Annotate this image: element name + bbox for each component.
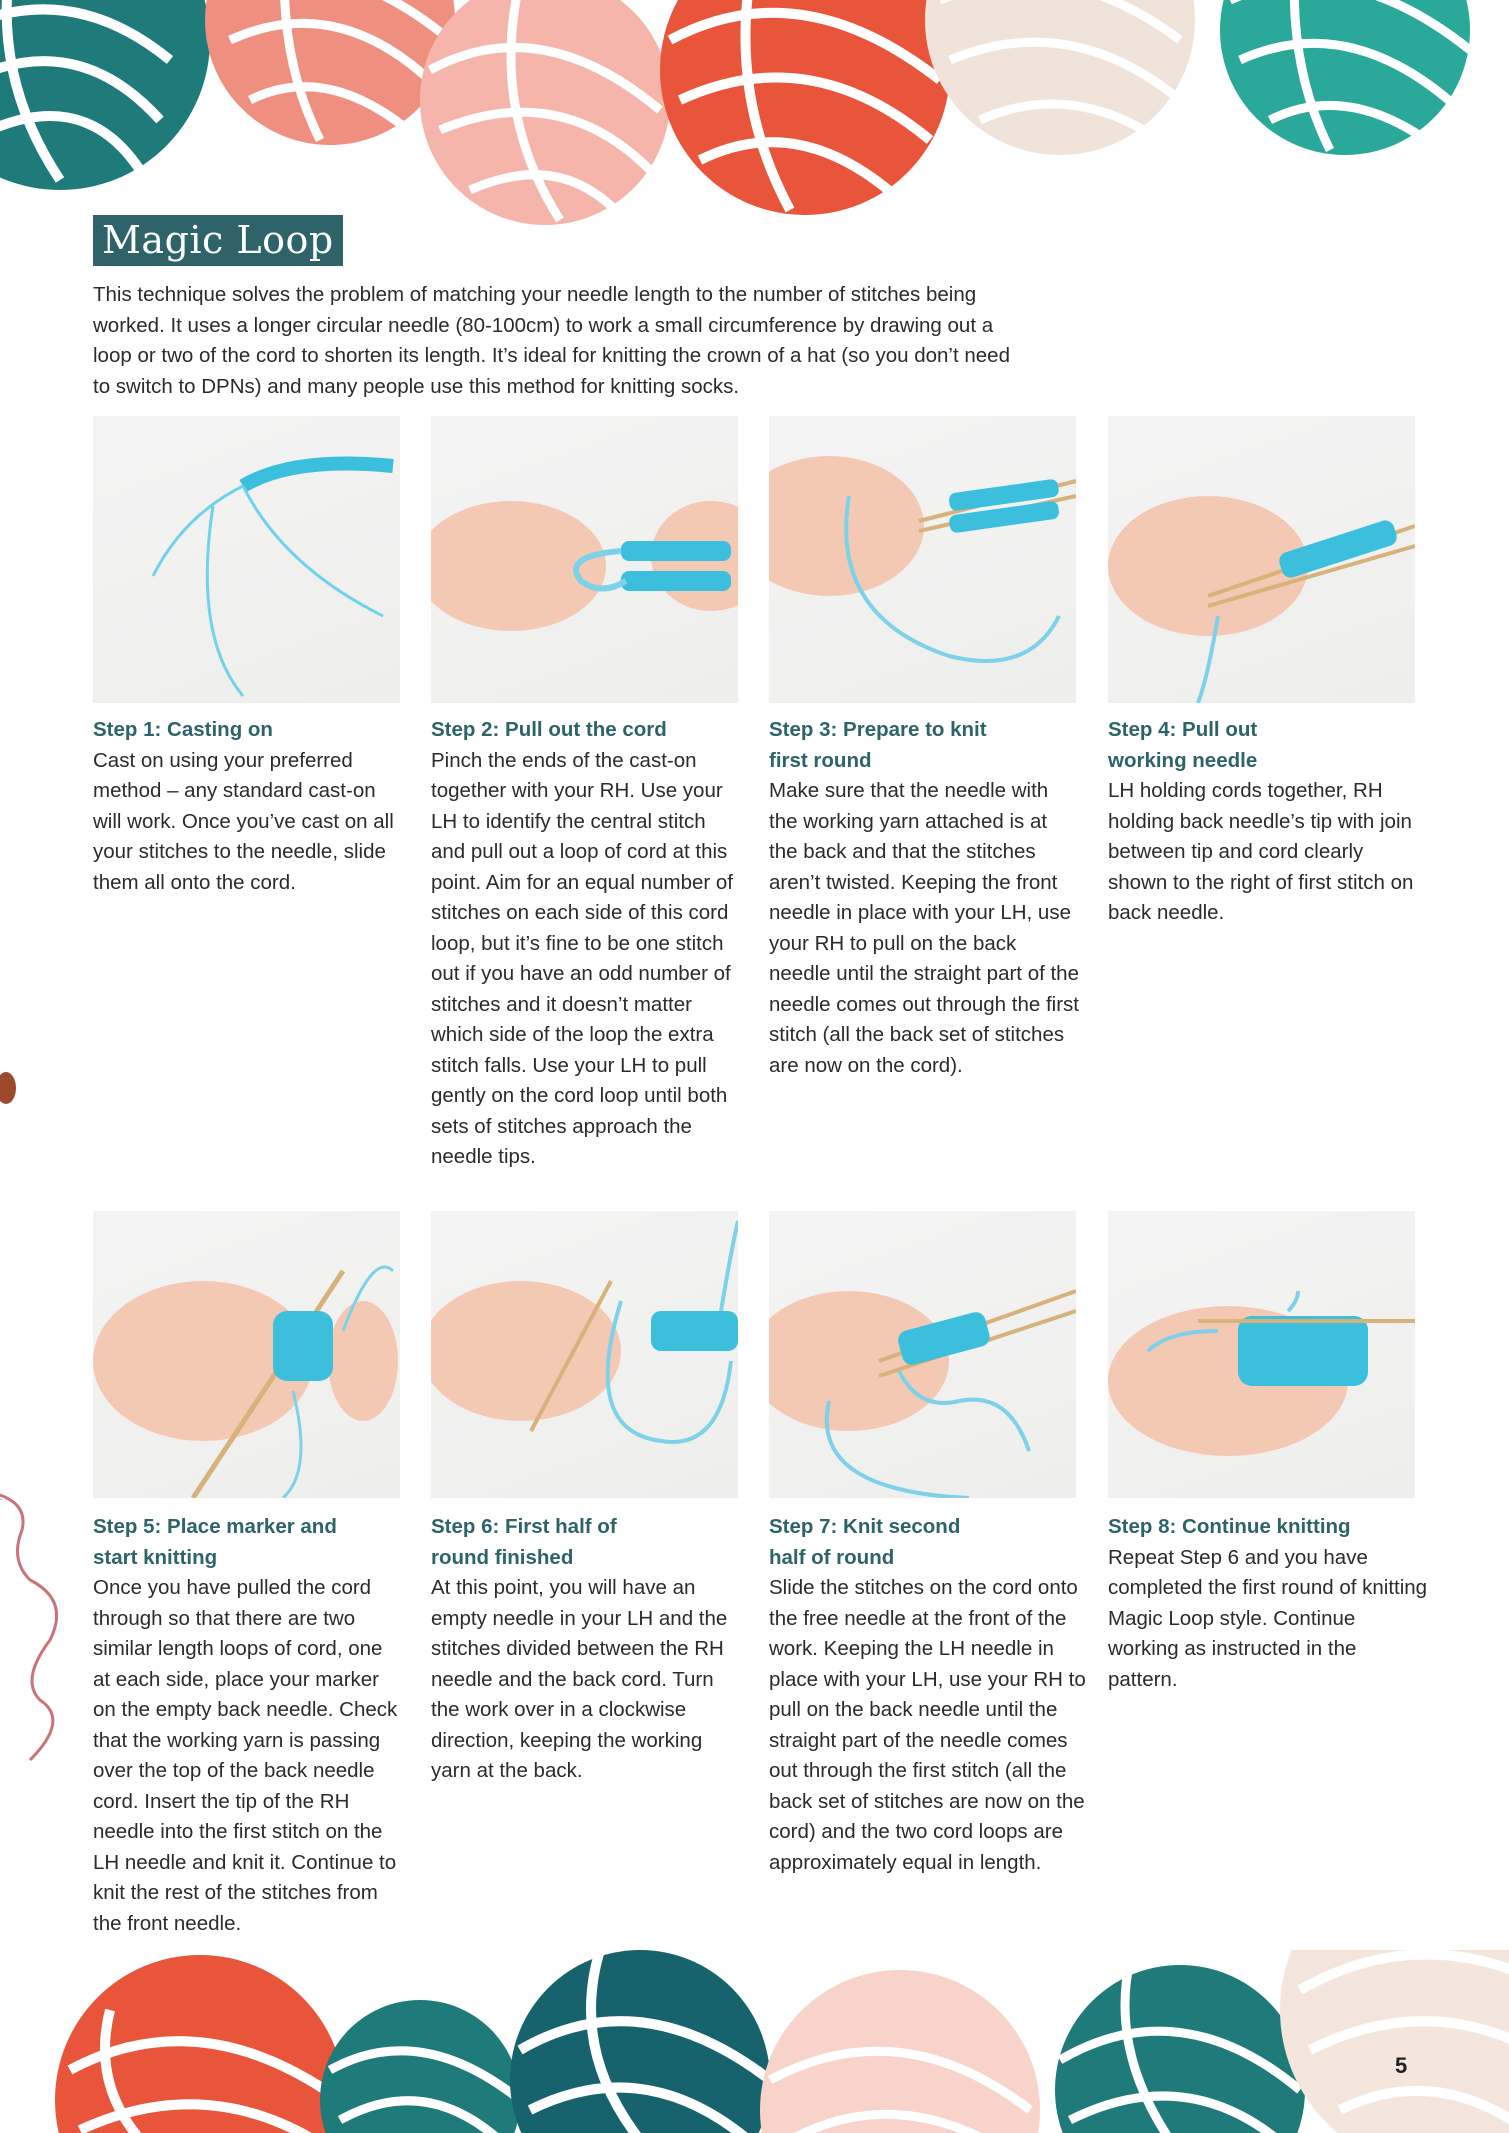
step-6-body: At this point, you will have an empty needle in your LH and the stitches divided between the RH needle and the back cord. Turn the work over in a clockwise direction, keeping the working yarn at the back. <box>431 1576 728 1782</box>
step-5 <box>93 1512 405 1939</box>
yarn-ball-teal-icon <box>1055 1960 1305 2133</box>
step-4-photo <box>1108 416 1415 703</box>
step-4 <box>1108 715 1428 929</box>
step-7 <box>769 1512 1087 1878</box>
step-6-photo <box>431 1211 738 1498</box>
yarn-ball-light-pink-icon <box>760 1970 1040 2133</box>
step-6-heading: Step 6: First half of round finished <box>431 1515 617 1569</box>
step-5-body: Once you have pulled the cord through so that there are two similar length loops of cord, one at each side, place your marker on the empty back needle. Check that the working yarn is passing over the top of the back needle cord. Insert the tip of the RH needle into the first stitch on the LH needle and knit it. Continue to knit the rest of the stitches from the front needle. <box>93 1576 398 1935</box>
yarn-ball-dark-teal-icon <box>510 1950 770 2133</box>
step-4-body: LH holding cords together, RH holding back needle’s tip with join between tip and cord clearly shown to the right of first stitch on back needle. <box>1108 779 1414 924</box>
step-3 <box>769 715 1081 1081</box>
step-8-photo <box>1108 1211 1415 1498</box>
step-1-photo <box>93 416 400 703</box>
step-7-body: Slide the stitches on the cord onto the free needle at the front of the work. Keeping the LH needle in place with your LH, use your RH to pull on the back needle until the straight part of the needle comes out through the first stitch (all the back set of stitches are now on the cord) and the two cord loops are approximately equal in length. <box>769 1576 1086 1874</box>
step-8-heading: Step 8: Continue knitting <box>1108 1515 1351 1538</box>
step-2-heading: Step 2: Pull out the cord <box>431 718 667 741</box>
step-1 <box>93 715 405 898</box>
step-1-body: Cast on using your preferred method – any standard cast-on will work. Once you’ve cast on all your stitches to the needle, slide them all onto the cord. <box>93 748 394 894</box>
yarn-ball-cream-icon <box>1280 1950 1509 2133</box>
yarn-ball-coral-icon <box>660 0 950 215</box>
yarn-ball-pink-icon <box>205 0 455 145</box>
yarn-ball-coral-icon <box>55 1955 345 2133</box>
step-3-photo <box>769 416 1076 703</box>
step-4-heading: Step 4: Pull out working needle <box>1108 718 1258 772</box>
step-8 <box>1108 1512 1428 1695</box>
bottom-yarn-border <box>0 1950 1509 2133</box>
step-7-heading: Step 7: Knit second half of round <box>769 1515 961 1569</box>
page-number: 5 <box>1395 2053 1408 2078</box>
yarn-ball-mint-icon <box>1220 0 1470 155</box>
step-7-photo <box>769 1211 1076 1498</box>
side-thread-icon <box>0 0 80 1800</box>
step-6 <box>431 1512 743 1787</box>
top-yarn-border <box>0 0 1509 230</box>
step-2-body: Pinch the ends of the cast-on together with your RH. Use your LH to identify the central stitch and pull out a loop of cord at this point. Aim for an equal number of stitches on each side of this cord loop, but it’s fine to be one stitch out if you have an odd number of stitches and it doesn’t matter which side of the loop the extra stitch falls. Use your LH to pull gently on the cord loop until both sets of stitches approach the needle tips. <box>431 748 733 1168</box>
step-8-body: Repeat Step 6 and you have completed the first round of knitting Magic Loop style. Continue working as instructed in the pattern. <box>1108 1545 1428 1691</box>
step-1-heading: Step 1: Casting on <box>93 718 273 741</box>
yarn-ball-teal-icon <box>320 2000 520 2133</box>
step-5-heading: Step 5: Place marker and start knitting <box>93 1515 337 1569</box>
yarn-ball-light-pink-icon <box>420 0 670 225</box>
step-2-photo <box>431 416 738 703</box>
step-5-photo <box>93 1211 400 1498</box>
page-title: Magic Loop <box>93 215 343 266</box>
step-3-body: Make sure that the needle with the working yarn attached is at the back and that the stitches aren’t twisted. Keeping the front needle in place with your LH, use your RH to pull on the back needle until the straight part of the needle comes out through the first stitch (all the back set of stitches are now on the cord). <box>769 779 1079 1077</box>
step-2 <box>431 715 743 1173</box>
step-3-heading: Step 3: Prepare to knit first round <box>769 718 987 772</box>
intro-paragraph: This technique solves the problem of matching your needle length to the number of stitches being worked. It uses a longer circular needle (80-100cm) to work a small circumference by drawing out a loop or two of the cord to shorten its length. It’s ideal for knitting the crown of a hat (so you don’t need to switch to DPNs) and many people use this method for knitting socks. <box>93 283 1010 398</box>
yarn-ball-cream-icon <box>925 0 1195 155</box>
